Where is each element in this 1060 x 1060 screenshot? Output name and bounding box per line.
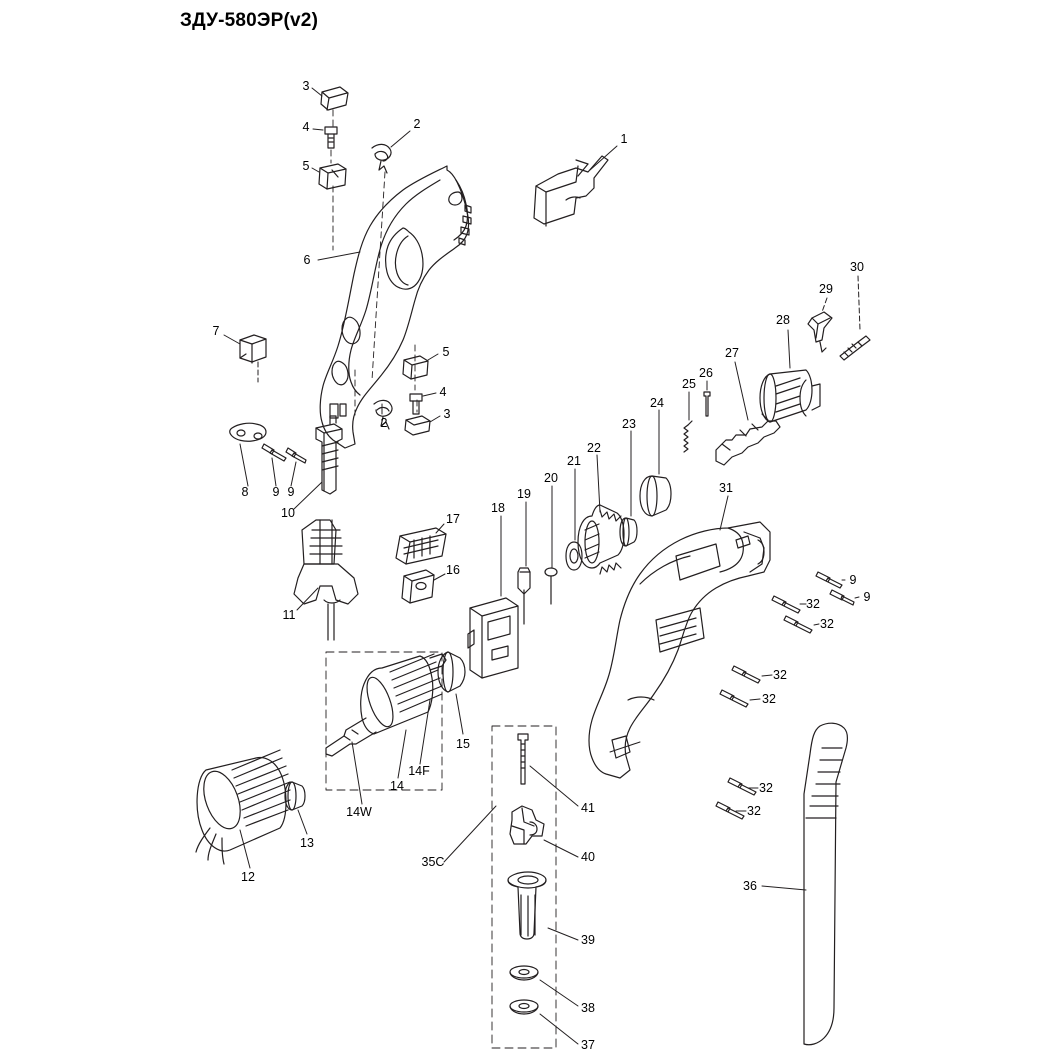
part-37-nut (510, 1000, 538, 1014)
callout-13: 13 (300, 836, 314, 850)
part-18-holder (468, 598, 518, 678)
callout-3: 3 (302, 79, 310, 93)
callout-5b: 5 (442, 345, 450, 359)
part-1-cover (534, 156, 608, 226)
screws-right-group (716, 572, 859, 819)
callout-7: 7 (212, 324, 220, 338)
callout-2: 2 (413, 117, 421, 131)
part-20-washer (545, 568, 557, 604)
callout-28: 28 (776, 313, 790, 327)
callout-29: 29 (819, 282, 833, 296)
callout-32b: 32 (820, 617, 834, 631)
part-5-lower (403, 356, 428, 379)
part-9-screw-b (286, 448, 306, 463)
callout-36: 36 (743, 879, 757, 893)
part-11-plug-cord (294, 520, 358, 640)
part-10-switch-body (316, 416, 342, 494)
part-3-block (321, 87, 348, 110)
part-17-plate (396, 528, 446, 564)
callout-32d: 32 (762, 692, 776, 706)
callout-8: 8 (241, 485, 249, 499)
part-8-plate (230, 423, 266, 441)
part-19-pin (518, 568, 530, 624)
callout-14: 14 (390, 779, 404, 793)
callout-14W: 14W (346, 805, 372, 819)
callout-19: 19 (517, 487, 531, 501)
callout-24: 24 (650, 396, 664, 410)
callout-25: 25 (682, 377, 696, 391)
callout-32c: 32 (773, 668, 787, 682)
callout-40: 40 (581, 850, 595, 864)
callout-4b: 4 (439, 385, 447, 399)
callout-11: 11 (282, 608, 296, 622)
callout-14F: 14F (408, 764, 430, 778)
callout-9b: 9 (287, 485, 295, 499)
callout-37: 37 (581, 1038, 595, 1052)
part-4-screw (325, 127, 337, 148)
part-3-lower (405, 416, 430, 435)
callout-9c: 9 (849, 573, 857, 587)
callout-16: 16 (446, 563, 460, 577)
callout-32e: 32 (759, 781, 773, 795)
part-26-pin (704, 392, 710, 416)
callout-35C: 35C (421, 855, 445, 869)
part-31-assembled-drill (589, 522, 770, 778)
part-9-screw-a (262, 444, 286, 461)
callout-23: 23 (622, 417, 636, 431)
part-41-screw (518, 734, 528, 784)
callout-41: 41 (581, 801, 595, 815)
callout-21: 21 (567, 454, 581, 468)
part-22-gear (578, 505, 624, 574)
callout-1: 1 (620, 132, 628, 146)
callout-31: 31 (719, 481, 733, 495)
callout-30: 30 (850, 260, 864, 274)
callout-6: 6 (303, 253, 311, 267)
part-25-spring (684, 421, 692, 452)
callout-9d: 9 (863, 590, 871, 604)
callout-32a: 32 (806, 597, 820, 611)
callout-27: 27 (725, 346, 739, 360)
callout-22: 22 (587, 441, 601, 455)
page-title: ЗДУ-580ЭР(v2) (180, 10, 319, 31)
callout-18: 18 (491, 501, 505, 515)
callout-10: 10 (281, 506, 295, 520)
callout-5a: 5 (302, 159, 310, 173)
part-29-chuck-key (808, 312, 832, 352)
part-38-washer (510, 966, 538, 980)
callout-20: 20 (544, 471, 558, 485)
callout-2b: 2 (380, 416, 388, 430)
part-13-washer (285, 782, 305, 810)
callout-32f: 32 (747, 804, 761, 818)
callout-4: 4 (302, 120, 310, 134)
callout-9a: 9 (272, 485, 280, 499)
part-5-switch (319, 164, 346, 189)
callout-39: 39 (581, 933, 595, 947)
part-39-sleeve (508, 872, 546, 939)
part-40-depth-stop (510, 806, 544, 844)
part-2-clamp (372, 144, 391, 173)
callout-17: 17 (446, 512, 460, 526)
part-12-stator (196, 750, 290, 864)
part-7-brush (240, 335, 266, 363)
callout-12: 12 (241, 870, 255, 884)
part-28-chuck (760, 370, 820, 422)
callout-3b: 3 (443, 407, 451, 421)
callout-38: 38 (581, 1001, 595, 1015)
part-4-lower (410, 394, 422, 414)
part-30-bit (840, 336, 870, 360)
part-16-bracket (402, 570, 434, 603)
callout-26: 26 (699, 366, 713, 380)
part-14-armature (326, 654, 446, 756)
part-36-handle-rod (804, 723, 847, 1045)
part-6-housing-half (320, 166, 471, 448)
callout-15: 15 (456, 737, 470, 751)
part-24-ring (640, 476, 671, 516)
